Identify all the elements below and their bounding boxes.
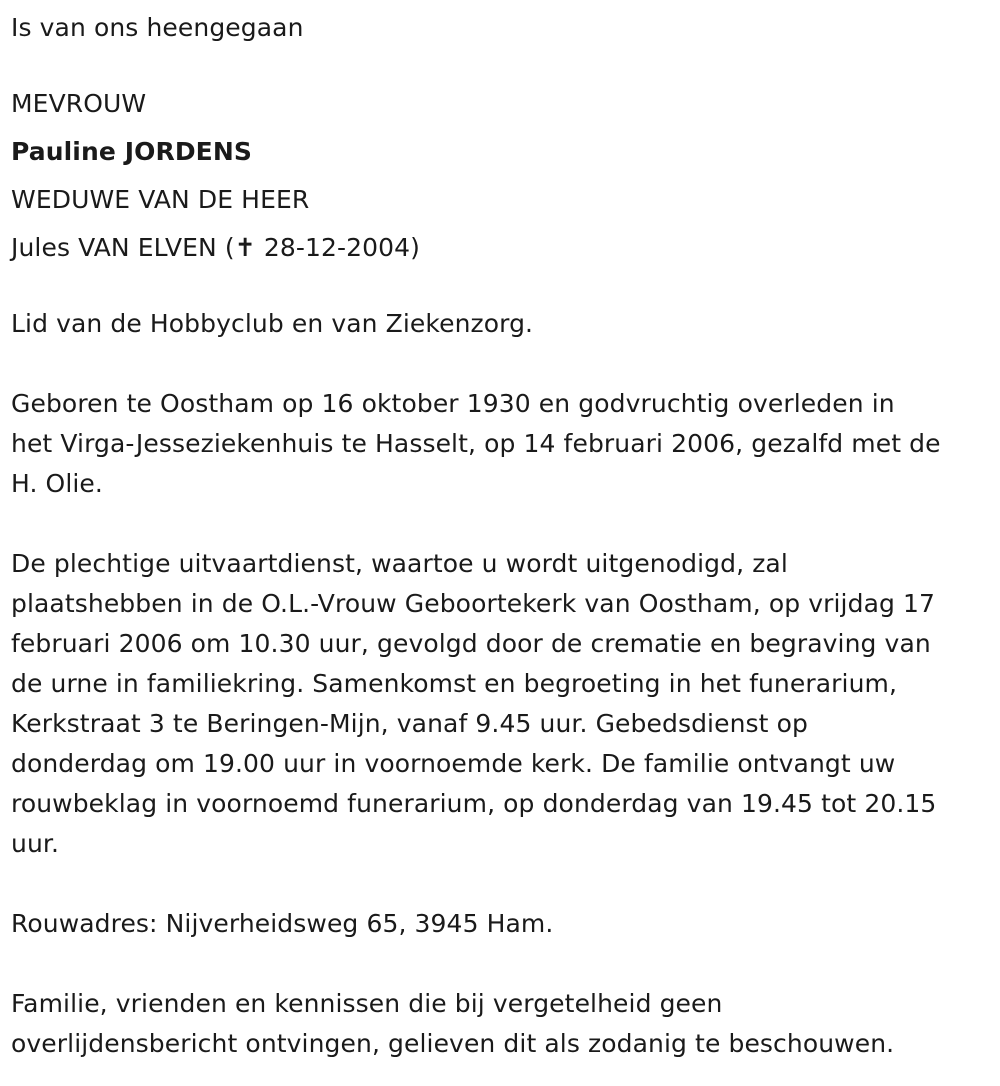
paragraph-line: rouwbeklag in voornoemd funerarium, op donderdag van 19.45 tot 20.15	[11, 789, 937, 818]
paragraph-line: Kerkstraat 3 te Beringen-Mijn, vanaf 9.45 uur. Gebedsdienst op	[11, 709, 808, 738]
membership-text: Lid van de Hobbyclub en van Ziekenzorg.	[11, 309, 534, 338]
funeral-paragraph	[11, 544, 990, 864]
spacer	[11, 272, 990, 304]
paragraph-line: de urne in familiekring. Samenkomst en begroeting in het funerarium,	[11, 669, 898, 698]
spouse-name: Jules VAN ELVEN (✝ 28-12-2004)	[11, 233, 420, 262]
spacer	[11, 504, 990, 544]
paragraph-line: overlijdensbericht ontvingen, gelieven dit als zodanig te beschouwen.	[11, 1029, 895, 1058]
paragraph-line: februari 2006 om 10.30 uur, gevolgd door de crematie en begraving van	[11, 629, 931, 658]
paragraph-line: donderdag om 19.00 uur in voornoemde kerk. De familie ontvangt uw	[11, 749, 896, 778]
spacer	[11, 944, 990, 984]
mourning-address: Rouwadres: Nijverheidsweg 65, 3945 Ham.	[11, 909, 554, 938]
paragraph-line: De plechtige uitvaartdienst, waartoe u wordt uitgenodigd, zal	[11, 549, 788, 578]
spacer	[11, 48, 990, 80]
paragraph-line: uur.	[11, 829, 60, 858]
paragraph-line: Geboren te Oostham op 16 oktober 1930 en godvruchtig overleden in	[11, 389, 895, 418]
closing-paragraph	[11, 984, 990, 1064]
deceased-name: Pauline JORDENS	[11, 137, 252, 166]
widow-of: WEDUWE VAN DE HEER	[11, 185, 310, 214]
paragraph-line: H. Olie.	[11, 469, 103, 498]
paragraph-line: het Virga-Jesseziekenhuis te Hasselt, op 14 februari 2006, gezalfd met de	[11, 429, 941, 458]
spacer	[11, 864, 990, 904]
paragraph-line: plaatshebben in de O.L.-Vrouw Geboortekerk van Oostham, op vrijdag 17	[11, 589, 936, 618]
spacer	[11, 344, 990, 384]
honorific: MEVROUW	[11, 89, 147, 118]
intro-text: Is van ons heengegaan	[11, 13, 304, 42]
birth-death-paragraph	[11, 384, 990, 504]
paragraph-line: Familie, vrienden en kennissen die bij vergetelheid geen	[11, 989, 723, 1018]
